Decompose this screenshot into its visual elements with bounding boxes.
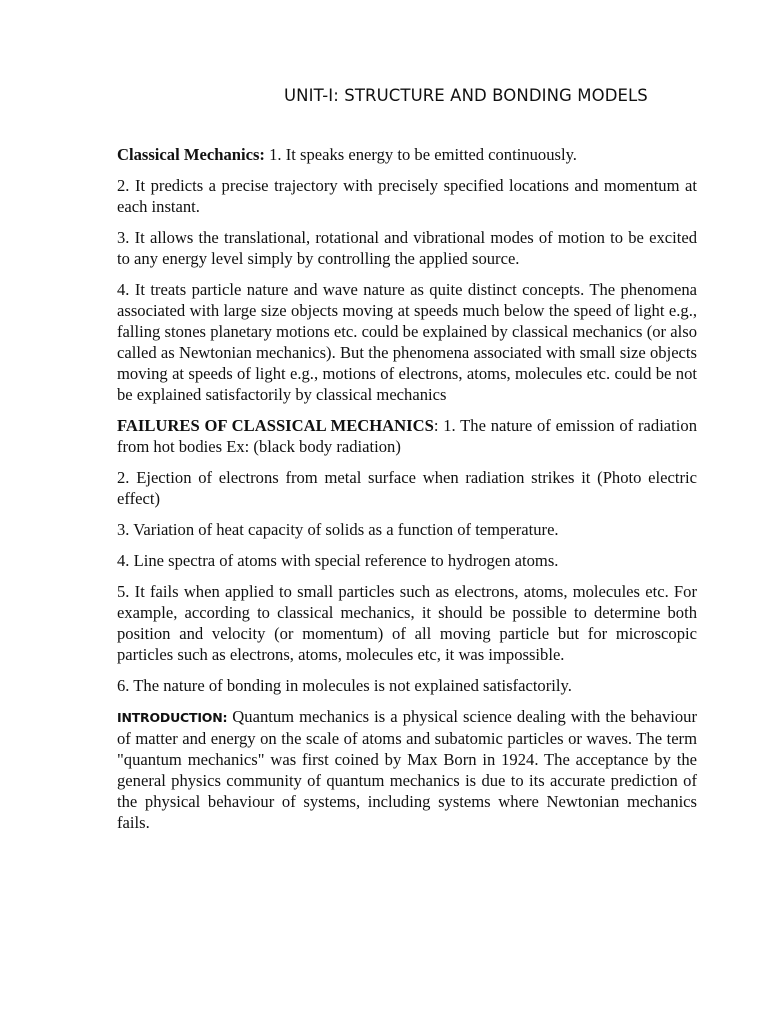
introduction-label: INTRODUCTION: [117,710,228,725]
failures-point-5: 5. It fails when applied to small particles such as electrons, atoms, molecules etc. For example, according to classical mechanics, it should be possible to determine both position and velocity (or momentum) of all moving particle but for microscopic particles such as electrons, atoms, molecules etc, it was impossible. [117,582,697,664]
failures-point-6: 6. The nature of bonding in molecules is not explained satisfactorily. [117,676,572,695]
failures-point-1 [117,415,697,457]
failures-point-4: 4. Line spectra of atoms with special reference to hydrogen atoms. [117,551,559,570]
classical-heading: Classical Mechanics: [117,145,265,164]
failures-point-2: 2. Ejection of electrons from metal surface when radiation strikes it (Photo electric effect) [117,468,697,508]
classical-point-2: 2. It predicts a precise trajectory with precisely specified locations and momentum at each instant. [117,176,697,216]
failures-point-3: 3. Variation of heat capacity of solids as a function of temperature. [117,520,559,539]
introduction-paragraph [117,706,697,833]
classical-point-1-text: 1. It speaks energy to be emitted continuously. [264,145,577,164]
page-title: UNIT-I: STRUCTURE AND BONDING MODELS [284,86,648,105]
classical-point-4: 4. It treats particle nature and wave nature as quite distinct concepts. The phenomena associated with large size objects moving at speeds much below the speed of light e.g., falling stones planetary motions etc. could be explained by classical mechanics (or also called as Newtonian mechanics). But the phenomena associated with small size objects moving at speeds of light e.g., motions of electrons, atoms, molecules etc. could be not be explained satisfactorily by classical mechanics [117,280,697,404]
failures-heading: FAILURES OF CLASSICAL MECHANICS [117,416,434,435]
classical-point-3: 3. It allows the translational, rotational and vibrational modes of motion to be excited to any energy level simply by controlling the applied source. [117,228,697,268]
document-body [117,144,697,843]
classical-point-1 [117,144,697,165]
failures-point-1-text: : 1. The nature of emission of radiation from hot bodies Ex: (black body radiation) [117,416,697,456]
introduction-text: Quantum mechanics is a physical science dealing with the behaviour of matter and energy on the scale of atoms and subatomic particles or waves. The term "quantum mechanics" was first coined by Max Born in 1924. The acceptance by the general physics community of quantum mechanics is due to its accurate prediction of the physical behaviour of systems, including systems where Newtonian mechanics fails. [117,707,697,832]
